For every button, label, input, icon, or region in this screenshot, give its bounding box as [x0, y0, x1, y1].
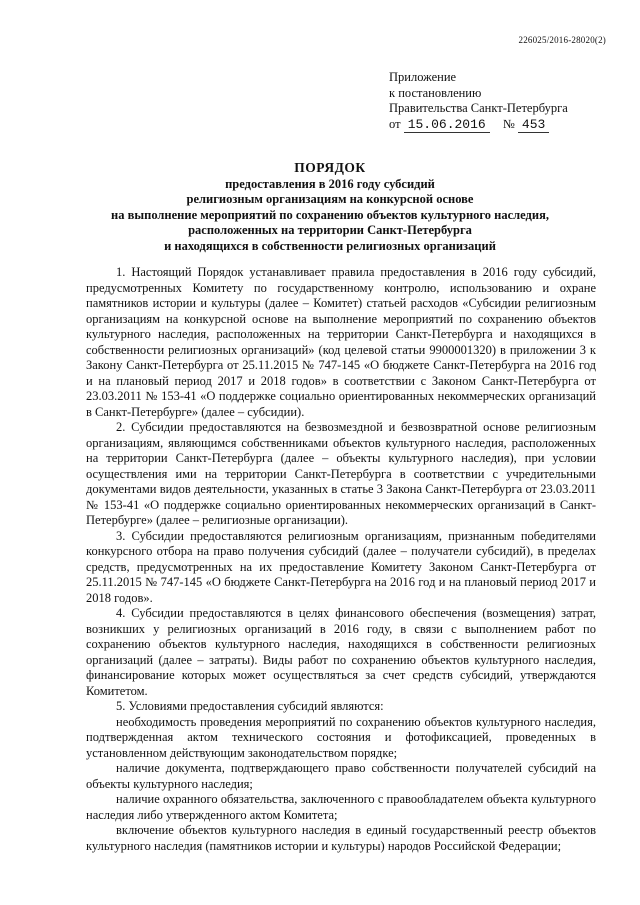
appendix-date-row	[389, 117, 568, 133]
appendix-line-3: Правительства Санкт-Петербурга	[389, 101, 568, 115]
paragraph-4: 4. Субсидии предоставляются в целях финансового обеспечения (возмещения) затрат, возникших у религиозных организаций в 2016 году, в связи с выполнением работ по сохранению объектов культурного наследия, находящихся в собственности религиозных организаций (далее – затраты). Виды работ по сохранению объектов культурного наследия, финансирование которых может осуществляться за счет средств субсидий, утверждаются Комитетом.	[86, 606, 596, 698]
header-line: предоставления в 2016 году субсидий	[225, 176, 435, 191]
paragraph-1: 1. Настоящий Порядок устанавливает правила предоставления в 2016 году субсидий, предусмотренных Комитету по государственному контролю, использованию и охране памятников истории и культуры (далее – Комитет) статьей расходов «Субсидии религиозным организациям на конкурсной основе на выполнение мероприятий по сохранению объектов культурного наследия, расположенных на территории Санкт-Петербурга и находящихся в собственности религиозных организаций» (код целевой статьи 9900001320) в приложении 3 к Закону Санкт-Петербурга от 25.11.2015 № 747-145 «О бюджете Санкт-Петербурга на 2016 год и на плановый период 2017 и 2018 годов» в соответствии с Законом Санкт-Петербурга от 23.03.2011 № 153-41 «О поддержке социально ориентированных некоммерческих организаций в Санкт-Петербурге» (далее – субсидии).	[86, 265, 596, 419]
document-title: ПОРЯДОК	[294, 160, 366, 175]
appendix-line-2: к постановлению	[389, 85, 482, 100]
paragraph-3: 3. Субсидии предоставляются религиозным организациям, признанным победителями конкурсного отбора на право получения субсидий (далее – получатели субсидий), в пределах средств, предусмотренных на их предоставление Комитету Законом Санкт-Петербурга от 25.11.2015 № 747-145 «О бюджете Санкт-Петербурга на 2016 год и на плановый период 2017 и 2018 годов».	[86, 528, 596, 605]
document-body	[86, 265, 596, 854]
header-line: на выполнение мероприятий по сохранению объектов культурного наследия,	[111, 207, 549, 222]
header-line: расположенных на территории Санкт-Петербурга	[188, 223, 472, 237]
decree-number: 453	[518, 117, 549, 133]
decree-date: 15.06.2016	[404, 117, 490, 133]
condition-item: необходимость проведения мероприятий по сохранению объектов культурного наследия, подтвержденная актом технического состояния и фотофиксацией, проведенных в установленном действующим законодательством порядке;	[86, 714, 596, 760]
number-label: №	[502, 116, 515, 131]
appendix-line-1: Приложение	[389, 70, 457, 84]
header-line: религиозным организациям на конкурсной основе	[186, 192, 474, 206]
condition-item: включение объектов культурного наследия в единый государственный реестр объектов культурного наследия (памятников истории и культуры) народов Российской Федерации;	[86, 823, 596, 853]
appendix-block	[389, 70, 568, 132]
from-label: от	[389, 116, 401, 131]
document-header	[60, 160, 600, 254]
paragraph-5: 5. Условиями предоставления субсидий являются:	[116, 699, 384, 713]
header-line: и находящихся в собственности религиозных организаций	[164, 238, 496, 253]
condition-item: наличие охранного обязательства, заключенного с правообладателем объекта культурного наследия либо утвержденного актом Комитета;	[86, 792, 596, 822]
document-registration-number: 226025/2016-28020(2)	[518, 35, 606, 45]
paragraph-2: 2. Субсидии предоставляются на безвозмездной и безвозвратной основе религиозным организациям, являющимся собственниками объектов культурного наследия, расположенных на территории Санкт-Петербурга (далее – объекты культурного наследия), при условии осуществления ими на территории Санкт-Петербурга в соответствии с учредительными документами видов деятельности, указанных в статье 3 Закона Санкт-Петербурга от 23.03.2011 № 153-41 «О поддержке социально ориентированных некоммерческих организаций в Санкт-Петербурге» (далее – религиозные организации).	[86, 420, 596, 527]
condition-item: наличие документа, подтверждающего право собственности получателей субсидий на объекты культурного наследия;	[86, 761, 596, 791]
